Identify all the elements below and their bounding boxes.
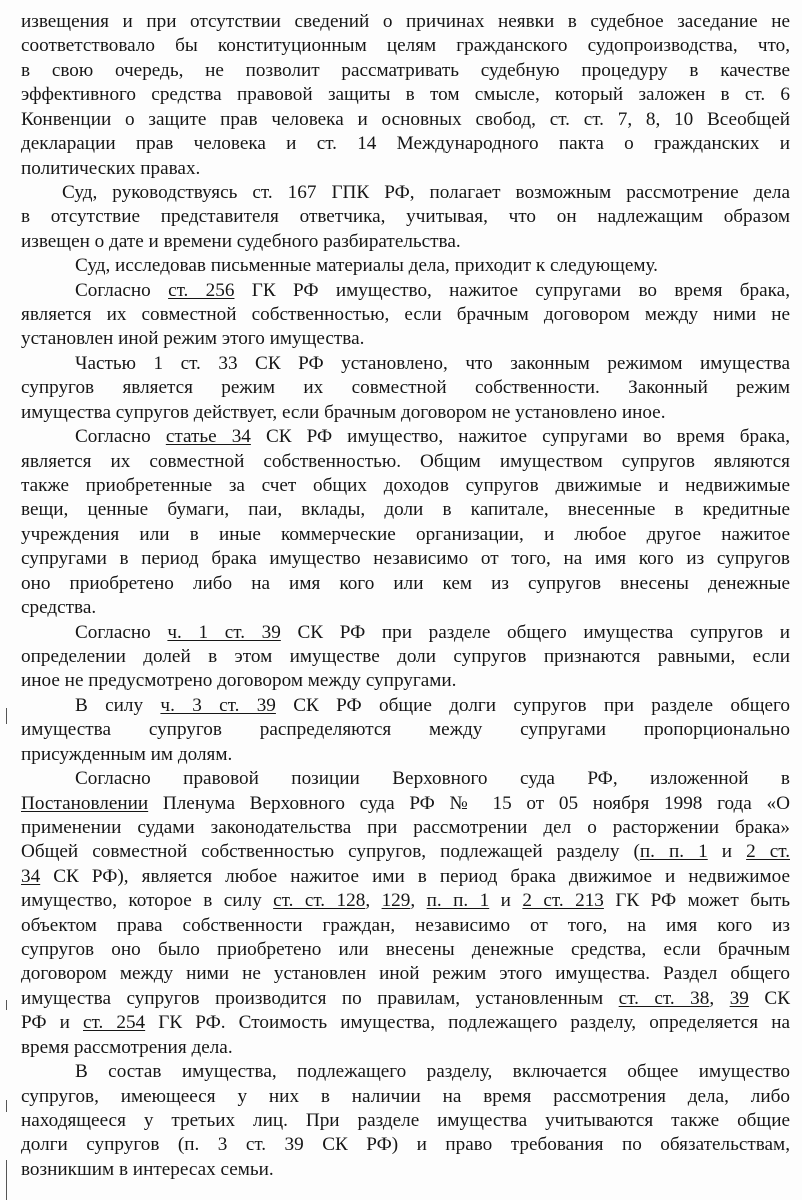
text-line <box>21 1133 790 1157</box>
text-line <box>21 743 790 767</box>
text-line <box>21 669 790 693</box>
text-segment: СК РФ имущество, нажитое супругами во время брака, <box>250 426 790 448</box>
text-line <box>21 987 790 1011</box>
text-line <box>21 1036 790 1060</box>
text-segment: СК РФ общие долги супругов при разделе общего <box>275 694 790 716</box>
text-segment: находящееся у третьих лиц. При разделе имущества учитываются также общие <box>21 1109 790 1131</box>
text-segment: Согласно <box>75 426 166 448</box>
text-segment: и <box>489 890 523 912</box>
margin-mark <box>6 1000 7 1010</box>
text-line <box>21 279 790 303</box>
text-segment: также приобретенные за счет общих доходов супругов движимые и недвижимые <box>21 475 790 497</box>
legal-reference-link[interactable]: 129 <box>381 890 411 912</box>
paragraph <box>21 181 790 254</box>
text-segment: супругами в период брака имущество независимо от того, на имя кого из супругов <box>21 548 790 570</box>
text-segment: в свою очередь, не позволит рассматривать судебную процедуру в качестве <box>21 59 790 81</box>
text-line <box>21 1011 790 1035</box>
text-line <box>21 621 790 645</box>
text-line <box>21 34 790 58</box>
text-segment: установлен иной режим этого имущества. <box>21 328 365 350</box>
text-segment: Пленума Верховного суда РФ № 15 от 05 ноября 1998 года «О <box>148 792 790 814</box>
text-line <box>21 767 790 791</box>
text-segment: средства. <box>21 597 97 619</box>
text-line <box>21 1109 790 1133</box>
text-line <box>21 816 790 840</box>
text-line <box>21 401 790 425</box>
text-segment: извещения и при отсутствии сведений о причинах неявки в судебное заседание не <box>21 11 790 32</box>
paragraph <box>21 279 790 352</box>
text-line <box>21 59 790 83</box>
text-segment: возникшим в интересах семьи. <box>21 1158 274 1180</box>
text-segment: Суд, исследовав письменные материалы дела, приходит к следующему. <box>75 255 658 277</box>
text-segment: долги супругов (п. 3 ст. 39 СК РФ) и право требования по обязательствам, <box>21 1134 790 1156</box>
text-line <box>21 181 790 205</box>
text-segment: является их совместной собственностью. Общим имуществом супругов являются <box>21 450 790 472</box>
text-line <box>21 865 790 889</box>
text-line <box>21 498 790 522</box>
text-segment: политических правах. <box>21 157 201 179</box>
text-segment: учреждения или в иные коммерческие организации, и любое другое нажитое <box>21 523 790 545</box>
text-segment: декларации прав человека и ст. 14 Международного пакта о гражданских и <box>21 133 790 155</box>
text-segment: ГК РФ имущество, нажитое супругами во время брака, <box>234 279 790 301</box>
text-segment: , <box>709 987 730 1009</box>
legal-reference-link[interactable]: п. п. 1 <box>639 841 708 863</box>
text-line <box>21 10 790 34</box>
text-segment: имущество, которое в силу <box>21 890 274 912</box>
text-segment: имущества супругов распределяются между супругами пропорционально <box>21 719 790 741</box>
text-line <box>21 205 790 229</box>
legal-reference-link[interactable]: 2 ст. <box>746 841 790 863</box>
text-segment: РФ и <box>21 1012 83 1034</box>
text-segment: время рассмотрения дела. <box>21 1036 233 1058</box>
text-line <box>21 645 790 669</box>
text-segment: ГК РФ может быть <box>603 890 791 912</box>
text-segment: Согласно правовой позиции Верховного суда РФ, изложенной в <box>75 768 790 790</box>
text-segment: супругов, имеющееся у них в наличии на время рассмотрения дела, либо <box>21 1085 790 1107</box>
legal-reference-link[interactable]: 39 <box>729 987 749 1009</box>
text-line <box>21 840 790 864</box>
text-segment: эффективного средства правовой защиты в том смысле, который заложен в ст. 6 <box>21 84 790 106</box>
text-segment: оно приобретено либо на имя кого или кем из супругов внесены денежные <box>21 572 790 594</box>
text-line <box>21 694 790 718</box>
legal-reference-link[interactable]: ч. 3 ст. 39 <box>160 694 276 716</box>
legal-reference-link[interactable]: ст. 256 <box>168 279 235 301</box>
text-line <box>21 474 790 498</box>
paragraph <box>21 621 790 694</box>
text-segment: Согласно <box>75 279 169 301</box>
text-segment: является их совместной собственностью, если брачным договором между ними не <box>21 304 790 326</box>
text-segment: Общей совместной собственностью супругов, подлежащей разделу ( <box>21 841 640 863</box>
text-line <box>21 132 790 156</box>
paragraph <box>21 425 790 620</box>
legal-reference-link[interactable]: ст. ст. 38 <box>618 987 710 1009</box>
paragraph <box>21 254 790 278</box>
text-line <box>21 962 790 986</box>
text-line <box>21 303 790 327</box>
legal-reference-link[interactable]: ч. 1 ст. 39 <box>167 621 281 643</box>
legal-reference-link[interactable]: п. п. 1 <box>426 890 490 912</box>
text-segment: объектом права собственности граждан, независимо от того, на имя кого из <box>21 914 790 936</box>
text-segment: В силу <box>75 694 161 716</box>
text-segment: ГК РФ. Стоимость имущества, подлежащего разделу, определяется на <box>145 1012 790 1034</box>
text-segment: супругов оно было приобретено или внесены денежные средства, если брачным <box>21 939 790 961</box>
text-line <box>21 352 790 376</box>
paragraph <box>21 694 790 767</box>
paragraph <box>21 352 790 425</box>
text-line <box>21 914 790 938</box>
margin-mark <box>6 708 7 724</box>
text-segment: , <box>410 890 427 912</box>
text-segment: присужденным им долям. <box>21 743 233 765</box>
text-segment: Конвенции о защите прав человека и основных свобод, ст. ст. 7, 8, 10 Всеобщей <box>21 108 790 130</box>
legal-reference-link[interactable]: ст. 254 <box>83 1012 146 1034</box>
text-segment: имущества супругов действует, если брачным договором не установлено иное. <box>21 401 666 423</box>
text-line <box>21 1158 790 1182</box>
text-segment: СК <box>748 987 790 1009</box>
margin-mark <box>6 1160 7 1200</box>
paragraph <box>21 10 790 181</box>
text-segment: извещен о дате и времени судебного разбирательства. <box>21 230 461 252</box>
text-segment: иное не предусмотрено договором между супругами. <box>21 670 457 692</box>
text-line <box>21 376 790 400</box>
text-segment: соответствовало бы конституционным целям гражданского судопроизводства, что, <box>21 35 790 57</box>
text-segment: в отсутствие представителя ответчика, учитывая, что он надлежащим образом <box>21 206 790 228</box>
paragraph <box>21 1060 790 1182</box>
text-line <box>21 718 790 742</box>
text-line <box>21 938 790 962</box>
text-line <box>21 1085 790 1109</box>
text-segment: применении судами законодательства при рассмотрении дел о расторжении брака» <box>21 816 790 838</box>
text-segment: В состав имущества, подлежащего разделу, включается общее имущество <box>75 1061 790 1083</box>
text-line <box>21 230 790 254</box>
text-line <box>21 83 790 107</box>
text-line <box>21 157 790 181</box>
text-segment: вещи, ценные бумаги, паи, вклады, доли в капитале, внесенные в кредитные <box>21 499 790 521</box>
text-line <box>21 450 790 474</box>
text-line <box>21 523 790 547</box>
text-segment: и <box>707 841 747 863</box>
text-line <box>21 327 790 351</box>
paragraph <box>21 767 790 1060</box>
legal-reference-link[interactable]: Постановлении <box>21 792 149 814</box>
document-page-text <box>21 10 790 1182</box>
text-line <box>21 108 790 132</box>
text-line <box>21 425 790 449</box>
text-segment: , <box>365 890 382 912</box>
text-segment: СК РФ), является любое нажитое ими в период брака движимое и недвижимое <box>40 865 790 887</box>
text-line <box>21 547 790 571</box>
text-line <box>21 596 790 620</box>
text-segment: имущества супругов производится по правилам, установленным <box>21 987 619 1009</box>
text-line <box>21 254 790 278</box>
text-segment: Согласно <box>75 621 168 643</box>
legal-reference-link[interactable]: 2 ст. 213 <box>522 890 604 912</box>
text-segment: Частью 1 ст. 33 СК РФ установлено, что законным режимом имущества <box>75 352 790 374</box>
text-line <box>21 1060 790 1084</box>
legal-reference-link[interactable]: ст. ст. 128 <box>273 890 366 912</box>
legal-reference-link[interactable]: статье 34 <box>165 426 251 448</box>
text-segment: супругов является режим их совместной собственности. Законный режим <box>21 377 790 399</box>
margin-mark <box>6 1100 7 1112</box>
text-line <box>21 792 790 816</box>
text-segment: определении долей в этом имуществе доли супругов признаются равными, если <box>21 645 790 667</box>
legal-reference-link[interactable]: 34 <box>21 865 41 887</box>
text-line <box>21 572 790 596</box>
text-segment: СК РФ при разделе общего имущества супругов и <box>280 621 790 643</box>
text-segment: договором между ними не установлен иной режим этого имущества. Раздел общего <box>21 963 790 985</box>
text-segment: Суд, руководствуясь ст. 167 ГПК РФ, полагает возможным рассмотрение дела <box>62 181 790 203</box>
text-line <box>21 889 790 913</box>
